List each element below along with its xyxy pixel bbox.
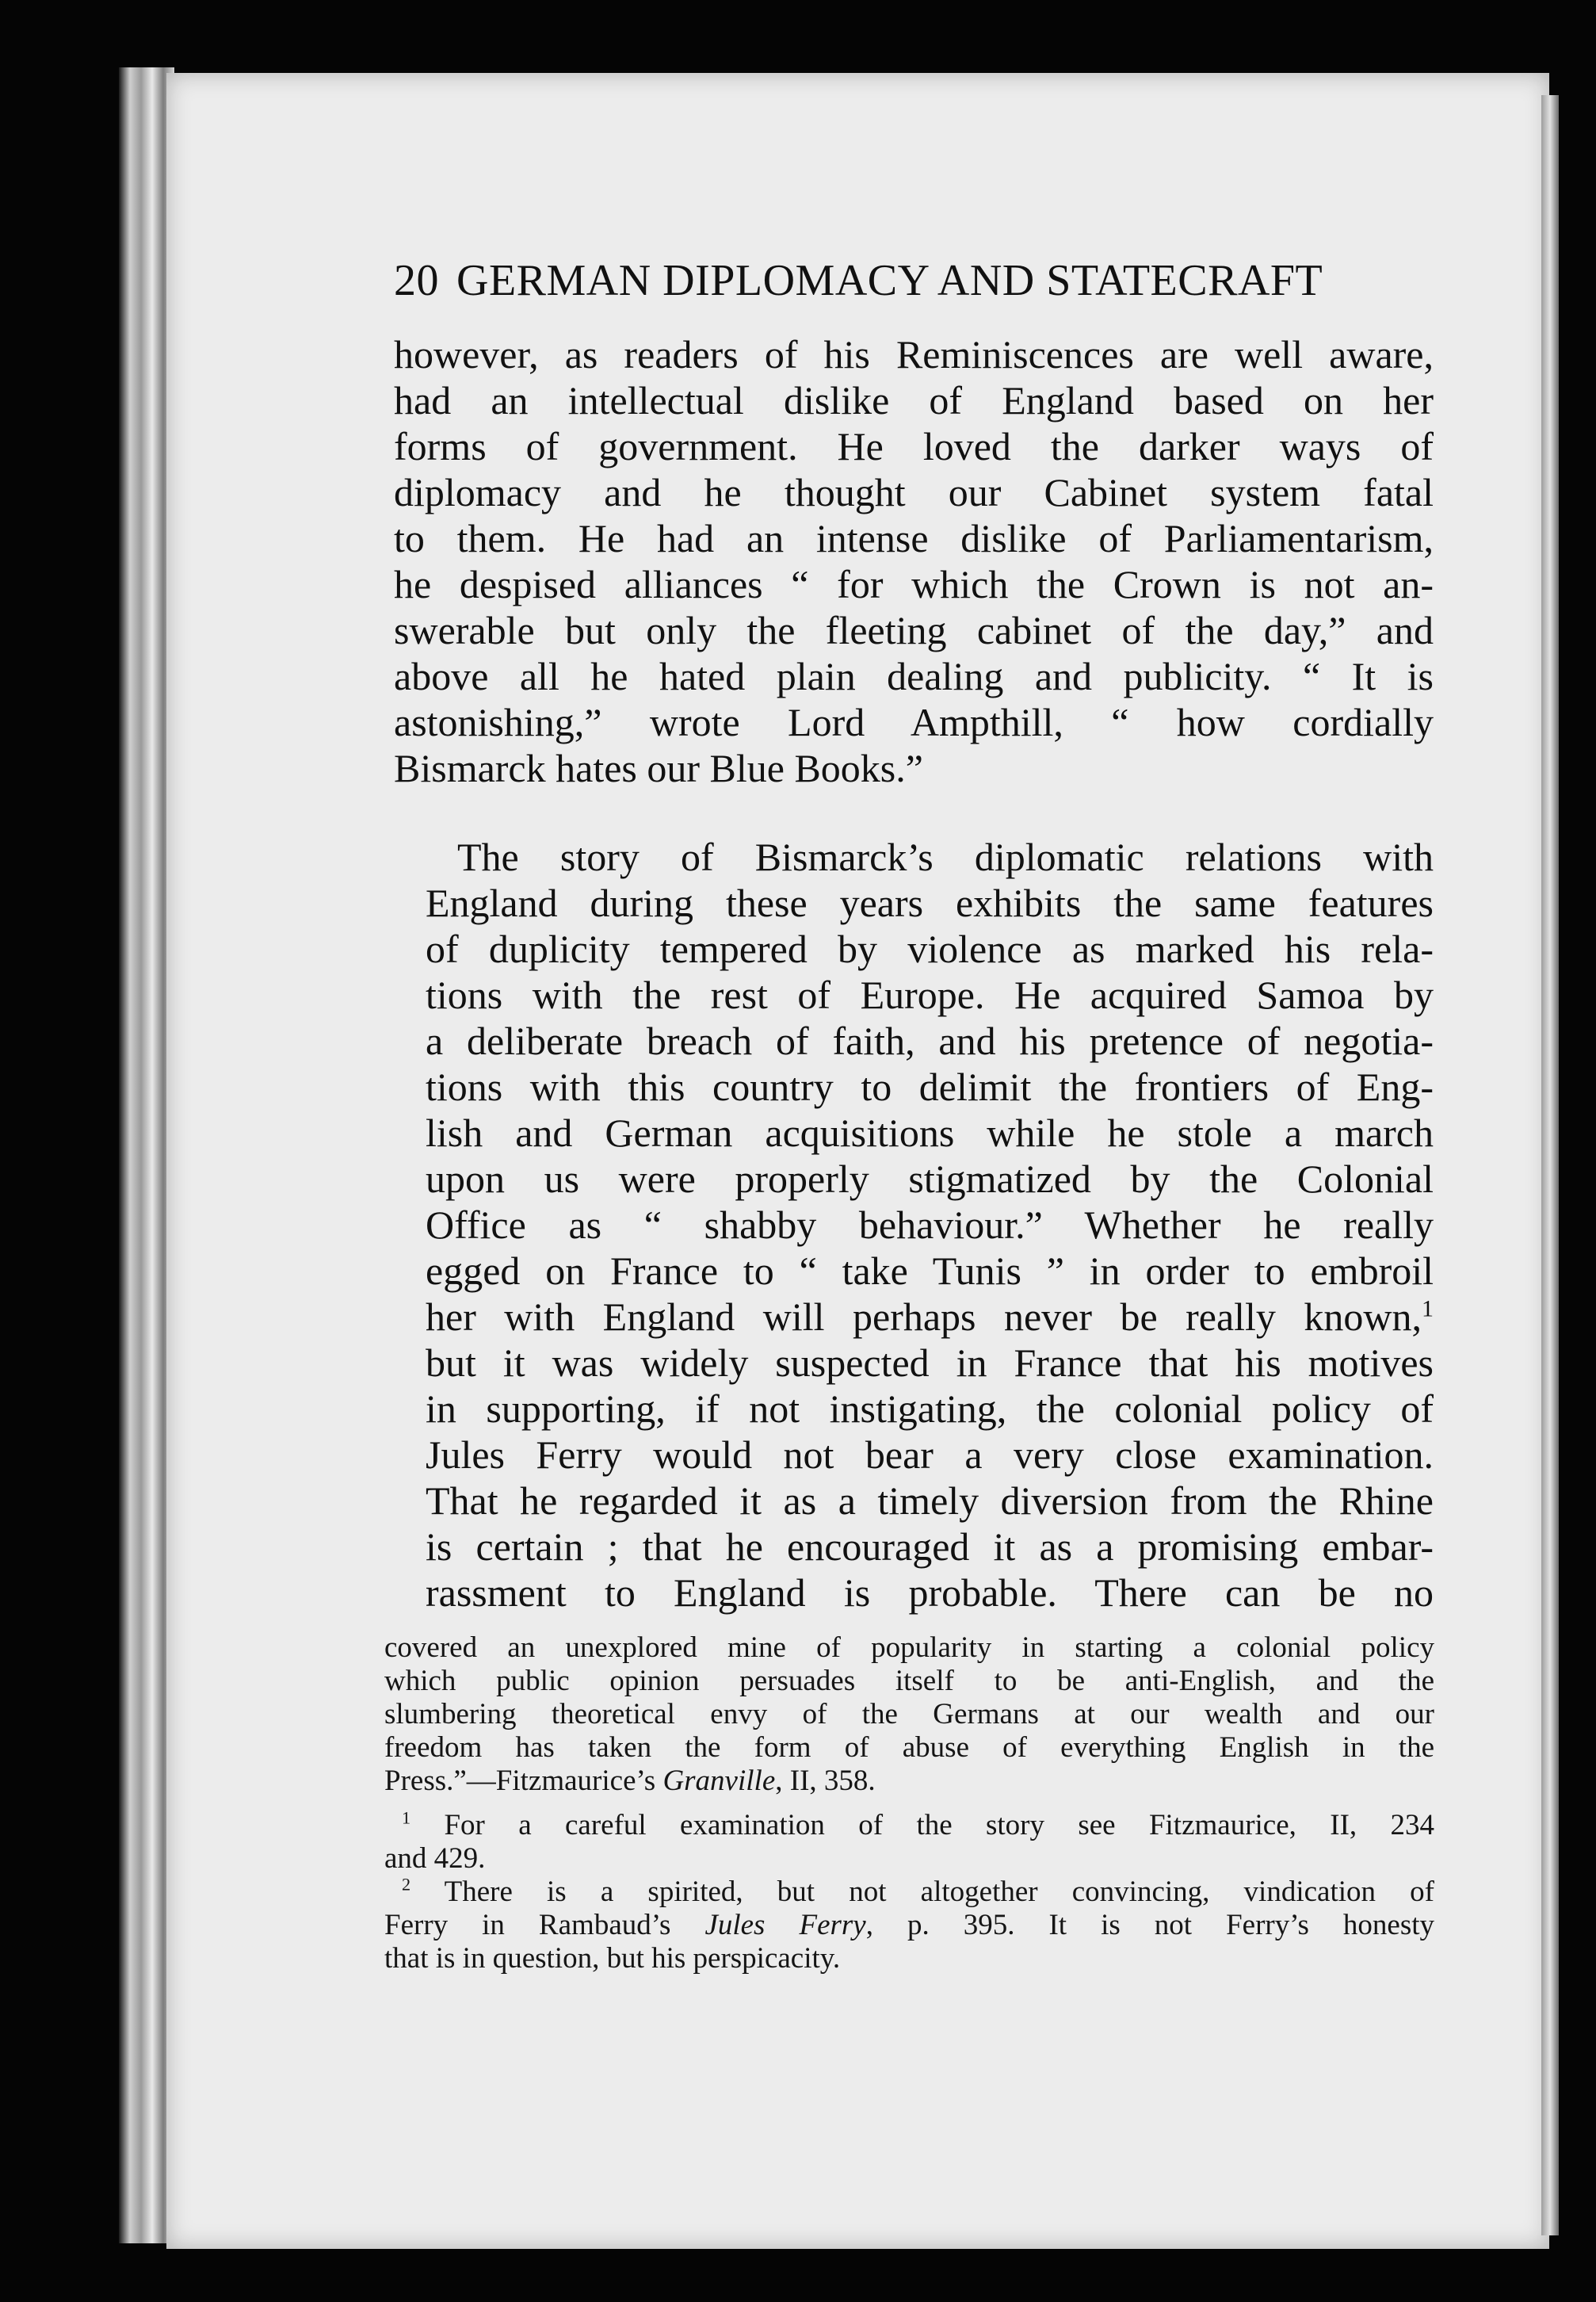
text-line: had an intellectual dislike of England based on her <box>394 378 1434 423</box>
text-span: , p. 395. It is not Ferry’s honesty <box>865 1909 1434 1941</box>
text-line: above all he hated plain dealing and publicity. “ It is <box>394 654 1434 698</box>
text-line: forms of government. He loved the darker ways of <box>394 424 1434 468</box>
book-title: Jules Ferry <box>704 1909 866 1941</box>
paragraph-2 <box>394 834 1434 1616</box>
footnote-line <box>384 1809 1434 1842</box>
footnote-2 <box>384 1876 1434 1975</box>
footnote-line: covered an unexplored mine of popularity in starting a colonial policy <box>384 1631 1434 1664</box>
text-line: The story of Bismarck’s diplomatic relations with <box>457 835 1434 879</box>
page-right-edge <box>1541 95 1559 2235</box>
footnote-continued <box>384 1631 1434 1798</box>
footnote-mark: 2 <box>402 1876 411 1895</box>
text-line: astonishing,” wrote Lord Ampthill, “ how cordially <box>394 700 1434 744</box>
text-line: egged on France to “ take Tunis ” in order to embroil <box>426 1249 1434 1293</box>
text-line: diplomacy and he thought our Cabinet system fatal <box>394 470 1434 514</box>
text-span: For a careful examination of the story see Fitzmaurice, II, 234 <box>444 1809 1434 1841</box>
running-head <box>394 255 1400 306</box>
text-line: of duplicity tempered by violence as marked his rela- <box>426 927 1434 971</box>
text-line: a deliberate breach of faith, and his pretence of negotia- <box>426 1019 1434 1063</box>
text-line <box>394 1386 1434 1432</box>
footnote-line <box>384 1765 1434 1798</box>
page-number: 20 <box>394 256 439 305</box>
footnote-1 <box>384 1809 1434 1876</box>
footnote-line: slumbering theoretical envy of the Germans at our wealth and our <box>384 1698 1434 1730</box>
text-line: tions with this country to delimit the frontiers of Eng- <box>426 1065 1434 1109</box>
text-line: but it was widely suspected in France that his motives <box>426 1340 1434 1385</box>
footnote-line: freedom has taken the form of abuse of everything English in the <box>384 1731 1434 1764</box>
text-line: lish and German acquisitions while he stole a march <box>426 1111 1434 1155</box>
text-line: Office as “ shabby behaviour.” Whether he really <box>426 1203 1434 1247</box>
text-span: in supporting, if not instigating, the colonial policy of <box>426 1386 1434 1431</box>
text-span: her with England will perhaps never be really known, <box>426 1294 1422 1339</box>
paragraph-1 <box>394 331 1434 791</box>
footnote-line <box>384 1876 1434 1909</box>
text-line: is certain ; that he encouraged it as a promising embar- <box>426 1524 1434 1569</box>
book-title: Granville <box>662 1765 776 1797</box>
footnote-line: and 429. <box>384 1842 486 1875</box>
text-line: swerable but only the fleeting cabinet of the day,” and <box>394 608 1434 652</box>
text-line: upon us were properly stigmatized by the Colonial <box>426 1157 1434 1201</box>
text-line: That he regarded it as a timely diversion from the Rhine <box>426 1478 1434 1523</box>
text-span: , II, 358. <box>775 1765 876 1797</box>
text-span: Press.”—Fitzmaurice’s <box>384 1765 663 1797</box>
text-line: England during these years exhibits the same features <box>426 881 1434 925</box>
text-line: rassment to England is probable. There can be no <box>426 1570 1434 1615</box>
text-line: to them. He had an intense dislike of Parliamentarism, <box>394 516 1434 560</box>
footnote-line <box>384 1909 1434 1942</box>
footnotes <box>384 1631 1434 1975</box>
text-line: he despised alliances “ for which the Crown is not an- <box>394 562 1434 606</box>
text-line: Jules Ferry would not bear a very close examination. <box>426 1432 1434 1477</box>
footnote-mark: 1 <box>402 1809 411 1828</box>
text-line: however, as readers of his Reminiscences are well aware, <box>394 332 1434 377</box>
footnote-line: that is in question, but his perspicacity. <box>384 1942 841 1975</box>
text-line: Bismarck hates our Blue Books.” <box>394 746 923 790</box>
footnote-ref-1: 1 <box>1422 1295 1434 1322</box>
text-line <box>394 1294 1434 1340</box>
running-title: GERMAN DIPLOMACY AND STATECRAFT <box>456 256 1323 305</box>
footnote-line: which public opinion persuades itself to be anti-English, and the <box>384 1665 1434 1697</box>
text-span: Ferry in Rambaud’s <box>384 1909 705 1941</box>
text-span: There is a spirited, but not altogether convincing, vindication of <box>444 1876 1434 1908</box>
text-line: tions with the rest of Europe. He acquired Samoa by <box>426 973 1434 1017</box>
